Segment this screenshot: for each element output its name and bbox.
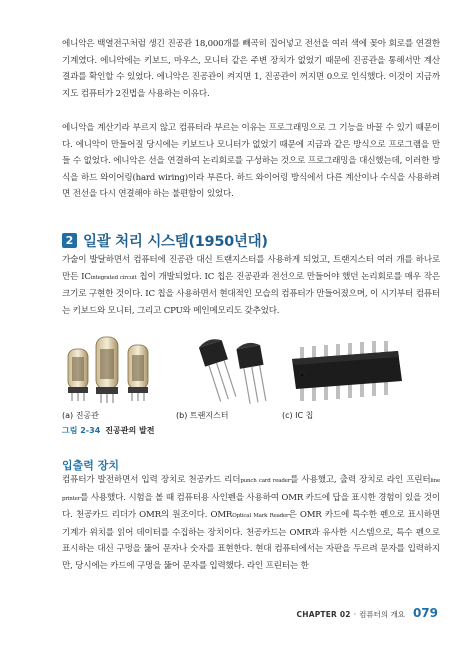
page-number: 079 xyxy=(412,606,438,620)
caption-ic-chip: (c) IC 칩 xyxy=(282,411,314,420)
ic-chip-image xyxy=(286,341,416,407)
subheading-io-devices: 입출력 장치 xyxy=(62,459,119,472)
para3-text-1: 가술이 발달하면서 컴퓨터에 진공관 대신 트랜지스터를 사용하게 되었고, 트랜지스터 여러 개를 하나로 만든 IC xyxy=(62,255,440,282)
page-footer xyxy=(297,606,438,620)
section-title: 일괄 처리 시스템(1950년대) xyxy=(83,234,268,250)
section-heading xyxy=(62,230,268,251)
para4-text-2: 를 사용했고, 출력 장치로 라인 프린터 xyxy=(290,475,431,485)
footer-separator: · xyxy=(353,610,357,619)
figure-title: 진공관의 발전 xyxy=(105,426,155,435)
figure-images xyxy=(62,335,440,413)
footer-chapter: CHAPTER 02 xyxy=(296,610,351,619)
transistors-image xyxy=(190,335,280,407)
paragraph-io-devices xyxy=(62,472,440,575)
paragraph-batch-processing xyxy=(62,252,440,319)
footer-title: 컴퓨터의 개요 xyxy=(359,610,405,619)
caption-transistor: (b) 트랜지스터 xyxy=(176,411,229,420)
para3-small-1: integrated circuit xyxy=(90,274,137,281)
vacuum-tubes-image xyxy=(62,335,162,407)
section-number-badge: 2 xyxy=(62,233,77,248)
para4-small-3: Optical Mark Reader xyxy=(232,513,289,520)
para4-small-2: line printer xyxy=(62,478,441,502)
para4-text-4: 은 OMR 카드에 특수한 펜으로 표시하면 기계가 위치를 읽어 데이터를 수집하는 장치이다. 천공카드는 OMR과 유사한 시스템으로, 특수 펜으로 표시하는 대신 구멍을 뚫어 문자나 숫자를 표현한다. 현대 컴퓨터에서는 자판을 두르려 문자를 입력하지만, 당시에는 카드에 구멍을 뚫어 문자를 입력했다. 라인 프린터는 한 xyxy=(62,510,440,571)
paragraph-eniac-programming: 에니악을 계산기라 부르지 않고 컴퓨터라 부르는 이유는 프로그래밍으로 그 기능을 바꿀 수 있기 때문이다. 에니악이 만들어질 당시에는 키보드나 모니터가 없었기 때문에 지금과 같은 방식으로 프로그램을 만들 수 없었다. 에니악은 선을 연결하여 논리회로를 구성하는 것으로 프로그래밍을 대신했는데, 이러한 방식을 하드 와이어링(hard wiring)이라 부른다. 하드 와이어링 방식에서 다른 계산이나 수식을 사용하려면 전선을 다시 연결해야 하는 불편함이 있었다. xyxy=(62,123,440,200)
para4-text-3: 를 사용했다. 시험을 볼 때 컴퓨터용 사인펜을 사용하여 OMR 카드에 답을 표시한 경험이 있을 것이다. 천공카드 리더가 OMR의 원조이다. OMR xyxy=(62,492,440,521)
paragraph-eniac-vacuum-tubes: 에니악은 백열전구처럼 생긴 진공관 18,000개를 빼곡히 집어넣고 전선을 여러 색에 꽂아 회로를 연결한 기계였다. 에니악에는 키보드, 마우스, 모니터 같은 주변 장치가 없었기 때문에 진공관을 통해서만 계산 결과를 확인할 수 있었다. 에니악은 진공관이 켜지면 1, 진공관이 꺼지면 0으로 인식했다. 이것이 지금까지도 컴퓨터가 2진법을 사용하는 이유다. xyxy=(62,39,440,99)
para4-small-1: punch card reader xyxy=(240,478,291,484)
para4-text-1: 컴퓨터가 발전하면서 입력 장치로 천공카드 리더 xyxy=(62,475,241,485)
caption-vacuum-tube: (a) 진공관 xyxy=(62,411,99,420)
figure-number: 그림 2-34 xyxy=(62,426,101,435)
para3-text-2: 칩이 개발되었다. IC 칩은 진공관과 전선으로 만들어야 했던 논리회로를 매우 작은 크기로 구현한 것이다. IC 칩을 사용하면서 현대적인 모습의 컴퓨터가 만들어졌으며, 이 시기부터 컴퓨터는 키보드와 모니터, 그리고 CPU와 메인메모리도 갖추었다. xyxy=(62,271,441,316)
figure-caption xyxy=(62,425,154,436)
